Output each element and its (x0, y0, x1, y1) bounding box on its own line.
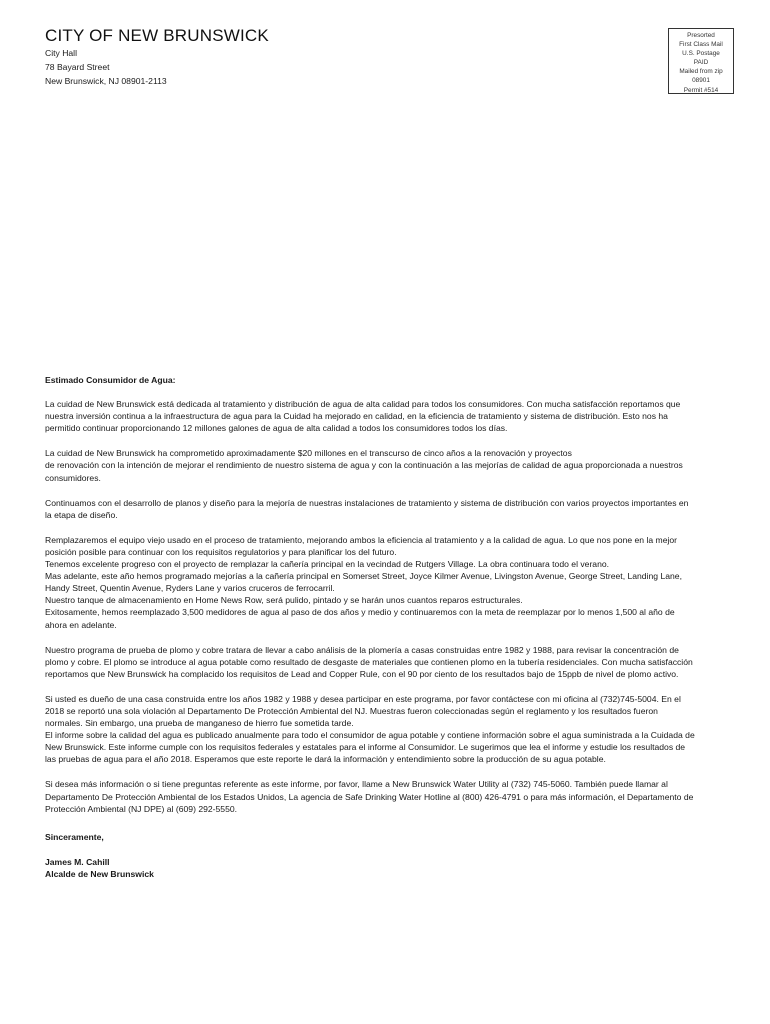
paragraph-text: Remplazaremos el equipo viejo usado en el proceso de tratamiento, mejorando ambos la eficiencia al tratamiento y a la calidad de agua. Lo que nos pone en la mejor posición posible para continuar con los requisitos regulatorios y para planificar los del futuro. (45, 534, 678, 557)
postage-line: Permit #514 (683, 86, 719, 94)
paragraph-text: Exitosamente, hemos reemplazado 3,500 medidores de agua al paso de dos años y medio y continuaremos con la meta de reemplazar por lo menos 1,500 al año de ahora en adelante. (45, 607, 675, 630)
paragraph-text: de renovación con la intención de mejorar el rendimiento de nuestro sistema de agua y con la continuación a las mejorías de calidad de agua proporcionada a nuestros consumidores. (45, 460, 683, 483)
closing: Sinceramente, (45, 831, 104, 842)
paragraph-3 (45, 497, 697, 521)
paragraph-text: Si desea más información o si tiene preguntas referente as este informe, por favor, llame a New Brunswick Water Utility al (732) 745-5060. También puede llamar al Departamento De Protección Ambiental de los Estados Unidos, La agencia de Safe Drinking Water Hotline al (800) 426-4791 o para más información, el Departamento de Protección Ambiental (NJ DPE) al (609) 292-5550. (45, 779, 694, 814)
signature-block (45, 856, 697, 880)
paragraph-text: Nuestro programa de prueba de plomo y cobre tratara de llevar a cabo análisis de la plomería a casas construidas entre 1982 y 1988, para revisar la concentración de plomo y cobre. El plomo se introduce al agua potable como resultado de desgaste de materiales que contienen plomo en la tubería residenciales. Con mucha satisfacción reportamos que New Brunswick ha complacido los requisitos de Lead and Copper Rule, con el 90 por ciento de los resultados bajo de 15ppb de nivel de plomo activo. (45, 644, 693, 679)
postage-line: Presorted (687, 32, 715, 39)
paragraph-text: El informe sobre la calidad del agua es publicado anualmente para todo el consumidor de agua potable y contiene información sobre el agua suministrada a la Cuidada de New Brunswick. Este informe cumple con los requisitos federales y estatales para el informe al Consumidor. Le sugerimos que lea el informe y estudie los resultados de las pruebas de agua para el año 2018. Esperamos que este reporte le dará la información y entendimiento sobre la producción de su agua potable. (45, 730, 695, 765)
sender-address-line-3: New Brunswick, NJ 08901-2113 (45, 76, 167, 86)
paragraph-text: Mas adelante, este año hemos programado mejorías a la cañería principal en Somerset Street, Joyce Kilmer Avenue, Livingston Avenue, George Street, Landing Lane, Handy Street, Quentin Avenue, Ryders Lane y varios cruceros de ferrocarril. (45, 571, 682, 594)
postage-line: Mailed from zip (679, 68, 723, 76)
paragraph-text: Si usted es dueño de una casa construida entre los años 1982 y 1988 y desea participar en este programa, por favor contáctese con mi oficina al (732)745-5004. En el 2018 se reportó una sola violación al Departamento De Protección Ambiental del NJ. Muestras fueron coleccionadas según el reglamento y los resultados fueron normales. Sin embargo, una prueba de manganeso de hierro fue sometida tarde. (45, 693, 681, 729)
postage-indicia (668, 28, 734, 94)
postage-line: PAID (693, 59, 709, 67)
letter-body (45, 374, 697, 880)
paragraph-text: Nuestro tanque de almacenamiento en Home News Row, será pulido, pintado y se harán unos cuantos reparos estructurales. (45, 595, 523, 606)
paragraph-6 (45, 693, 697, 766)
postage-line: First Class Mail (679, 41, 723, 49)
sender-name: CITY OF NEW BRUNSWICK (45, 26, 269, 45)
paragraph-2 (45, 447, 697, 483)
paragraph-text: Continuamos con el desarrollo de planos y diseño para la mejoría de nuestras instalaciones de tratamiento y sistema de distribución con varios proyectos importantes en la etapa de diseño. (45, 497, 689, 520)
salutation: Estimado Consumidor de Agua: (45, 375, 176, 385)
paragraph-4 (45, 534, 697, 631)
postage-line: 08901 (692, 77, 710, 85)
paragraph-text: Tenemos excelente progreso con el proyecto de remplazar la cañería principal en la vecindad de Rutgers Village. La obra continuara todo el verano. (45, 559, 610, 570)
postage-line: U.S. Postage (682, 50, 720, 58)
signer-name: James M. Cahill (45, 856, 110, 867)
paragraph-text: La cuidad de New Brunswick está dedicada al tratamiento y distribución de agua de alta calidad para todos los consumidores. Con mucha satisfacción reportamos que nuestra inversión continua a la infraestructura de agua para la Cuidad ha mejorado en calidad, en la eficiencia de tratamiento y sistema de distribución. Esto nos ha permitido continuar proporcionando 12 millones galones de agua de alta calidad a todos los consumidores todos los días. (45, 399, 681, 434)
paragraph-5 (45, 644, 697, 680)
sender-address-line-1: City Hall (45, 48, 77, 58)
paragraph-7 (45, 778, 697, 814)
sender-address-line-2: 78 Bayard Street (45, 62, 110, 72)
paragraph-text: La cuidad de New Brunswick ha comprometido aproximadamente $20 millones en el transcurso de cinco años a la renovación y proyectos (45, 448, 572, 459)
signer-title: Alcalde de New Brunswick (45, 868, 154, 879)
paragraph-1 (45, 398, 697, 434)
